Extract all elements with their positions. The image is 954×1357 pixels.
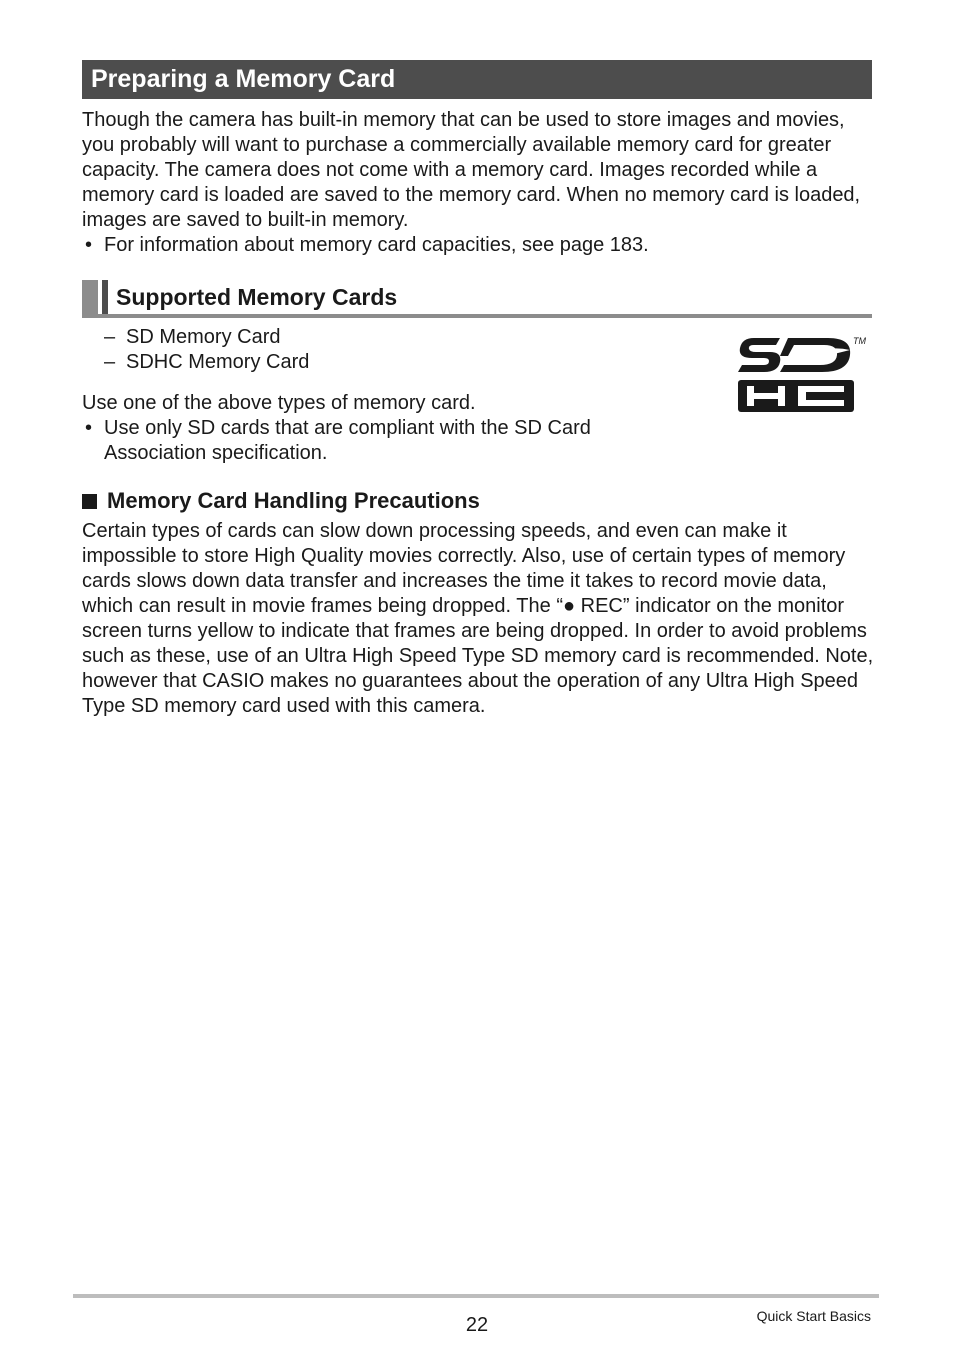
heading-marker-bar: [102, 280, 108, 314]
subsection-title: Supported Memory Cards: [116, 284, 398, 310]
usage-block: [82, 391, 662, 466]
sd-logo-mark: [738, 338, 850, 372]
precautions-heading: [82, 487, 480, 515]
usage-bullet-text: Use only SD cards that are compliant with the SD Card Association specification.: [104, 417, 591, 464]
bullet-dot-icon: •: [85, 234, 93, 256]
dash-icon: –: [104, 351, 116, 373]
card-type-list: [104, 325, 664, 375]
intro-paragraph: Though the camera has built-in memory that can be used to store images and movies, you probably will want to purchase a commercially available memory card for greater capacity. The camera does not come with a memory card. Images recorded while a memory card is loaded are saved to the memory card. When no memory card is loaded, images are saved to built-in memory.: [82, 109, 861, 231]
list-item-label: SDHC Memory Card: [126, 351, 310, 373]
heading-marker-block: [82, 280, 98, 314]
trademark-label: TM: [853, 336, 866, 346]
list-item: [104, 350, 664, 375]
precautions-title: Memory Card Handling Precautions: [107, 488, 480, 513]
intro-bullet: [82, 233, 882, 258]
intro-block: [82, 108, 882, 258]
square-bullet-icon: [82, 494, 97, 509]
usage-bullet: [82, 416, 662, 466]
usage-text: Use one of the above types of memory card.: [82, 392, 476, 414]
dash-icon: –: [104, 326, 116, 348]
footer-section-label: Quick Start Basics: [756, 1308, 871, 1324]
precautions-block: [82, 519, 882, 719]
bullet-dot-icon: •: [85, 417, 93, 439]
footer-divider: [73, 1294, 879, 1298]
hc-logo-mark: [738, 380, 854, 412]
page-number: 22: [465, 1314, 489, 1336]
list-item: [104, 325, 664, 350]
sdhc-logo: [736, 332, 870, 414]
precautions-paragraph: Certain types of cards can slow down processing speeds, and even can make it impossible to store High Quality movies correctly. Also, use of certain types of memory cards slows down data transfer and increases the time it takes to record movie data, which can result in movie frames being dropped. The “● REC” indicator on the monitor screen turns yellow to indicate that frames are being dropped. In order to avoid problems such as these, use of an Ultra High Speed Type SD memory card is recommended. Note, however that CASIO makes no guarantees about the operation of any Ultra High Speed Type SD memory card used with this camera.: [82, 520, 874, 717]
section-title-bar: [82, 60, 872, 99]
section-title: Preparing a Memory Card: [91, 65, 396, 93]
intro-bullet-text: For information about memory card capacities, see page 183.: [104, 234, 649, 256]
subsection-heading: [82, 280, 872, 318]
list-item-label: SD Memory Card: [126, 326, 281, 348]
heading-underline: [82, 314, 872, 318]
